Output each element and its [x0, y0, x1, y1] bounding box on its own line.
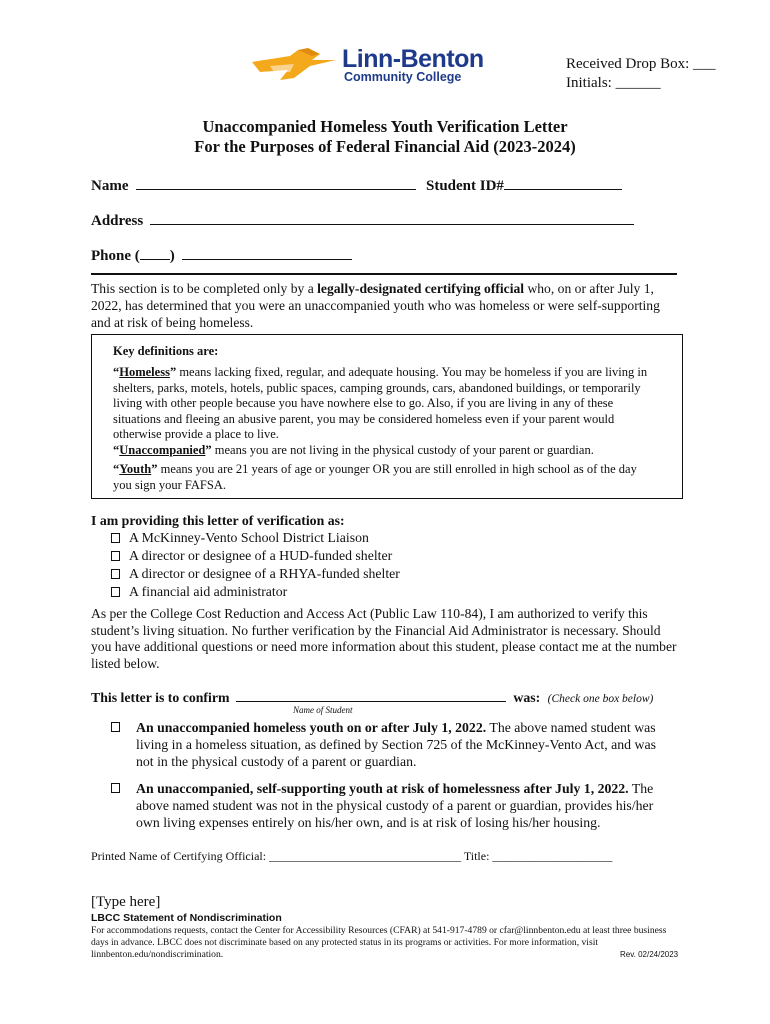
name-label: Name [91, 178, 129, 194]
initials-field: Initials: ______ [566, 75, 661, 91]
address-label: Address [91, 213, 144, 229]
address-row [91, 210, 634, 230]
phone-row [91, 245, 352, 265]
definitions-heading: Key definitions are: [113, 344, 219, 358]
definitions-box [91, 334, 683, 499]
name-field[interactable] [136, 175, 416, 190]
document-subtitle: For the Purposes of Federal Financial Aid (2023-2024) [194, 137, 576, 156]
revision-date: Rev. 02/24/2023 [620, 950, 679, 959]
name-row [91, 175, 622, 195]
option-hud-shelter[interactable]: A director or designee of a HUD-funded shelter [111, 547, 400, 565]
hud-shelter-checkbox[interactable] [111, 551, 120, 561]
confirm-label: This letter is to confirm [91, 690, 230, 705]
definition-youth: “Youth” means you are 21 years of age or younger OR you are still enrolled in high school as of the day you sign your FAFSA. [113, 462, 637, 492]
confirm-hint: (Check one box below) [547, 693, 654, 705]
student-name-field[interactable] [236, 689, 506, 702]
address-field[interactable] [150, 210, 634, 225]
providing-options [111, 529, 400, 601]
definition-homeless: “Homeless” means lacking fixed, regular, and adequate housing. You may be homeless if you are living in shelters, parks, motels, hotels, public spaces, camping grounds, cars, abandoned buildings, or temporarily living with other people because you have nowhere else to go. Also, if you are living in any of these situations and fleeing an abusive parent, you may be considered homeless even if your parent would otherwise provide a place to live. [113, 365, 648, 441]
roadrunner-logo-icon [250, 48, 340, 84]
certifying-official-emphasis: legally-designated certifying official [317, 281, 525, 296]
certifying-official-signature-line[interactable]: Printed Name of Certifying Official: ________________________________ Title: ____________________ [91, 849, 613, 863]
phone-number-field[interactable] [182, 245, 352, 260]
providing-heading: I am providing this letter of verification as: [91, 513, 345, 528]
definition-unaccompanied: “Unaccompanied” means you are not living in the physical custody of your parent or guardian. [113, 443, 594, 457]
homeless-youth-checkbox[interactable] [111, 722, 120, 732]
phone-close: ) [169, 248, 175, 264]
intro-paragraph: This section is to be completed only by a legally-designated certifying official who, on or after July 1, 2022, has determined that you were an unaccompanied youth who was homeless or were self-supporting and at risk of being homeless. [91, 281, 660, 330]
nondiscrimination-text: For accommodations requests, contact the Center for Accessibility Resources (CFAR) at 541-917-4789 or cfar@linnbenton.edu at least three business days in advance. LBCC does not discriminate based on any protected status in its programs or activities. For more information, visit linnbenton.edu/nondiscrimination. [91, 925, 667, 960]
student-id-field[interactable] [504, 175, 622, 190]
authorization-paragraph: As per the College Cost Reduction and Access Act (Public Law 110-84), I am authorized to verify this student’s living situation. No further verification by the Financial Aid Administrator is necessary. Should you have additional questions or need more information about this student, please contact me at the number listed below. [91, 606, 677, 671]
logo-name: Linn-Benton [342, 45, 484, 73]
option-liaison[interactable]: A McKinney-Vento School District Liaison [111, 529, 400, 547]
student-name-caption: Name of Student [293, 705, 353, 715]
type-here-placeholder: [Type here] [91, 894, 161, 910]
section-divider [91, 273, 677, 275]
logo-subtitle: Community College [344, 70, 462, 84]
financial-aid-admin-checkbox[interactable] [111, 587, 120, 597]
confirm-row [91, 689, 653, 706]
document-title: Unaccompanied Homeless Youth Verification Letter [202, 117, 568, 136]
option-rhya-shelter[interactable]: A director or designee of a RHYA-funded shelter [111, 565, 400, 583]
rhya-shelter-checkbox[interactable] [111, 569, 120, 579]
nondiscrimination-title: LBCC Statement of Nondiscrimination [91, 912, 282, 924]
liaison-checkbox[interactable] [111, 533, 120, 543]
phone-label: Phone ( [91, 248, 140, 264]
option-financial-aid-admin[interactable]: A financial aid administrator [111, 583, 400, 601]
student-id-label: Student ID# [426, 178, 504, 194]
at-risk-youth-checkbox[interactable] [111, 783, 120, 793]
confirm-was: was: [513, 690, 541, 705]
phone-area-field[interactable] [140, 245, 170, 260]
college-logo [250, 44, 510, 84]
received-drop-box: Received Drop Box: ___ [566, 56, 716, 72]
